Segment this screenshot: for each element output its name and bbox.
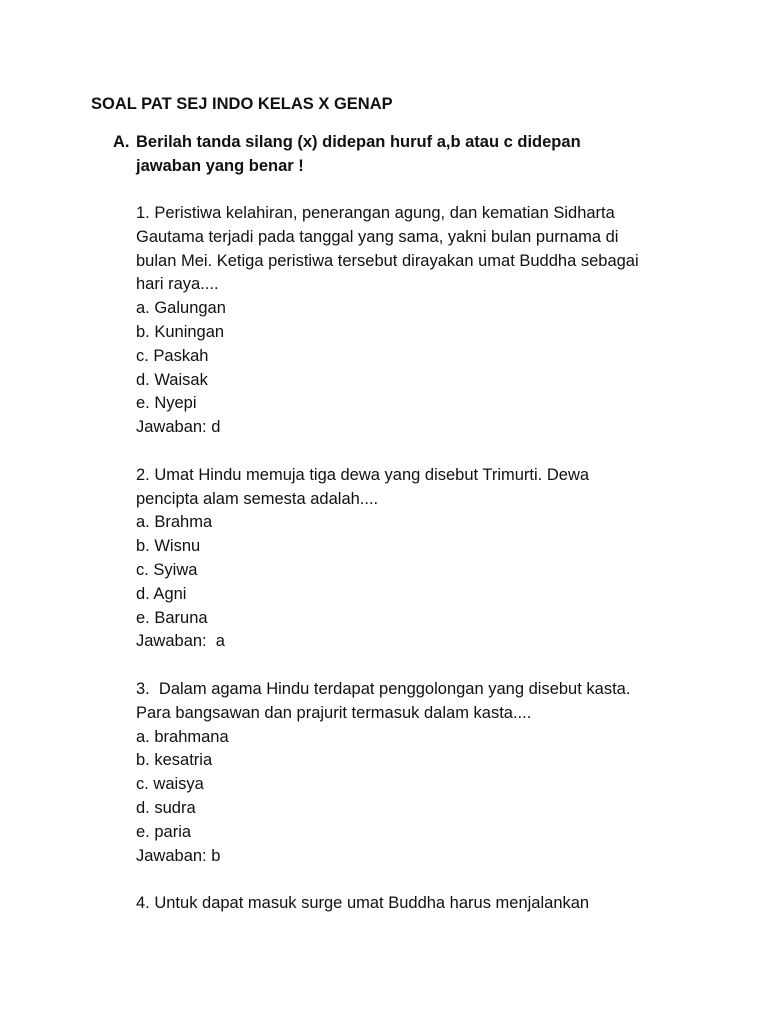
question-list (136, 202, 696, 940)
question-text-line: 4. Untuk dapat masuk surge umat Buddha harus menjalankan (136, 894, 590, 913)
section-a-instruction (113, 130, 653, 178)
answer-key: Jawaban: d (136, 418, 221, 437)
answer-option: e. Nyepi (136, 394, 197, 413)
instruction-line: jawaban yang benar ! (136, 157, 304, 175)
answer-option: a. Brahma (136, 513, 213, 532)
question-text-line: hari raya.... (136, 275, 219, 294)
answer-option: c. Paskah (136, 346, 209, 365)
question-text-line: 3. Dalam agama Hindu terdapat penggolongan yang disebut kasta. (136, 679, 631, 698)
question-text-line: Gautama terjadi pada tanggal yang sama, yakni bulan purnama di (136, 227, 619, 246)
answer-option: b. Kuningan (136, 322, 225, 341)
question-text-line: pencipta alam semesta adalah.... (136, 489, 379, 508)
answer-option: b. Wisnu (136, 537, 201, 556)
answer-option: a. Galungan (136, 299, 226, 318)
question-text-line: bulan Mei. Ketiga peristiwa tersebut dirayakan umat Buddha sebagai (136, 251, 639, 270)
answer-option: d. sudra (136, 798, 196, 817)
question-4 (136, 892, 696, 916)
question-1 (136, 202, 696, 440)
question-3 (136, 678, 696, 868)
instruction-text (136, 130, 653, 178)
section-marker: A. (113, 133, 130, 151)
answer-option: e. Baruna (136, 608, 208, 627)
document-title: SOAL PAT SEJ INDO KELAS X GENAP (91, 95, 393, 113)
instruction-line: Berilah tanda silang (x) didepan huruf a,b atau c didepan (136, 133, 581, 151)
answer-option: d. Waisak (136, 370, 208, 389)
question-text-line: 2. Umat Hindu memuja tiga dewa yang disebut Trimurti. Dewa (136, 465, 590, 484)
answer-option: d. Agni (136, 584, 187, 603)
answer-option: a. brahmana (136, 727, 229, 746)
answer-key: Jawaban: b (136, 846, 221, 865)
answer-key: Jawaban: a (136, 632, 225, 651)
question-text-line: 1. Peristiwa kelahiran, penerangan agung, dan kematian Sidharta (136, 204, 615, 222)
answer-option: b. kesatria (136, 751, 213, 770)
answer-option: c. waisya (136, 775, 204, 794)
answer-option: c. Syiwa (136, 560, 198, 579)
question-2 (136, 464, 696, 654)
answer-option: e. paria (136, 822, 192, 841)
question-text-line: Para bangsawan dan prajurit termasuk dalam kasta.... (136, 703, 532, 722)
